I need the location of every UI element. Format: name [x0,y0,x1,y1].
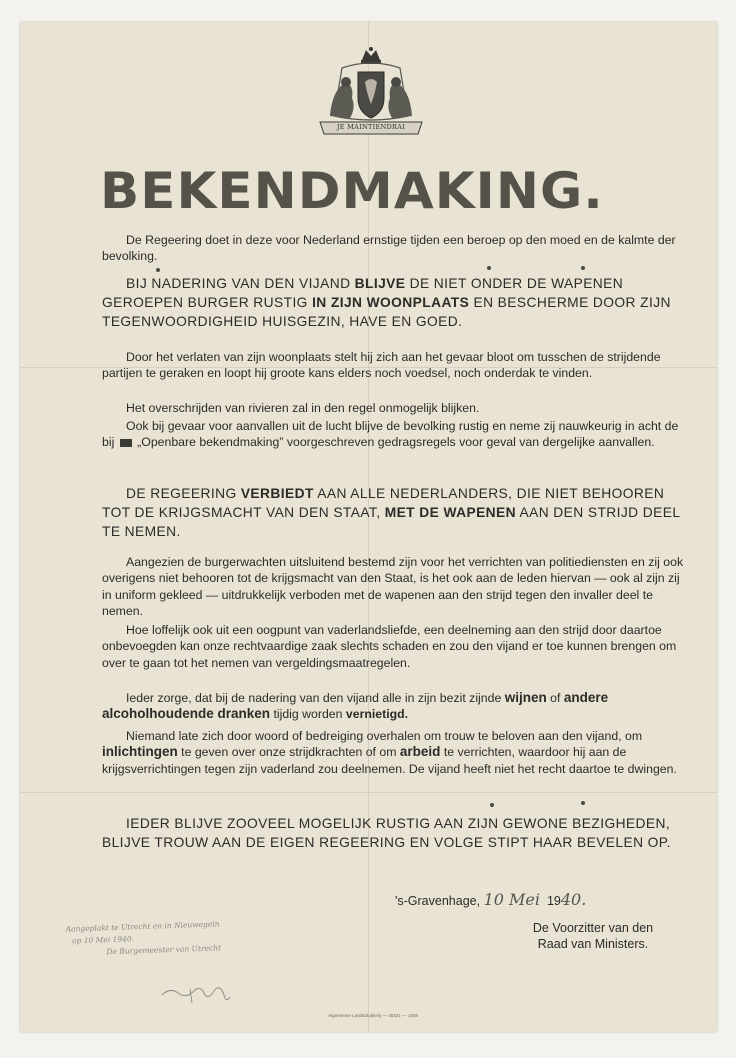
pencil-annotation [65,916,276,959]
section-prohibition [102,484,692,541]
page-title: BEKENDMAKING. [100,162,604,220]
pencil-line: Aangeplakt te Utrecht en in Nieuwegein [65,919,220,934]
prohibition-text: DE REGEERING [126,486,241,501]
alcohol-emphasis: vernietigd. [345,707,409,722]
paragraph-civil-guards: Aangezien de burgerwachten uitsluitend bestemd zijn voor het verrichten van politiediensten en zij ook overigens niet behooren tot de krijgsmacht van den Staat, is het ook aan de leden hiervan — ook al zijn zij in uniform gekleed — uitdrukkelijk verboden met de wapenen aan den strijd tegen den invaller deel te nemen. [102,555,684,619]
prohibition-text: AAN ALLE NEDERLANDERS, DIE NIET BEHOOREN TOT DE KRIJGSMACHT VAN DEN STAAT, [102,486,665,520]
alcohol-text: of [546,691,564,705]
coat-of-arms-motto: JE MAINTIENDRAI [336,123,406,131]
pin-hole [581,801,585,805]
prohibition-emphasis: MET DE WAPENEN [384,505,517,520]
pencil-signature [160,977,240,1007]
handwritten-date: 10 Mei [483,890,540,909]
handwritten-year: 40. [560,890,587,909]
paragraph-leaving-home: Door het verlaten van zijn woonplaats stelt hij zich aan het gevaar bloot om tusschen de strijdende partijen te geraken en loopt hij groote kans elders noch voedsel, noch onderdak te vinden. [102,350,661,381]
signer-line: De Voorzitter van den [532,921,654,935]
place-and-date [395,890,695,912]
pin-hole [156,268,160,272]
loyalty-emphasis: inlichtingen [102,744,178,760]
paragraph-rivers: Het overschrijden van rivieren zal in den regel onmogelijk blijken. [126,401,480,415]
air-raids-text: Ook bij gevaar voor aanvallen uit de lucht blijve de bevolking rustig en neme zij nauwkeurig in acht de bij [102,419,679,450]
intro-paragraph: De Regeering doet in deze voor Nederland ernstige tijden een beroep op den moed en de kalmte der bevolking. [102,233,676,264]
poster-sheet [20,22,717,1032]
place-label: 's-Gravenhage, [395,894,481,908]
redacted-block [120,439,132,447]
paragraph-alcohol [102,690,692,723]
section-stay-home-text: BIJ NADERING VAN DEN VIJAND [126,276,355,291]
fold-line-horizontal-bottom [20,792,717,793]
alcohol-emphasis: wijnen [504,690,547,705]
alcohol-text: Ieder zorge, dat bij de nadering van den vijand alle in zijn bezit zijnde [126,691,505,705]
air-raids-text: „Openbare bekendmaking” voorgeschreven gedragsregels voor geval van dergelijke aanvallen. [137,435,655,450]
alcohol-text: tijdig worden [270,707,346,722]
pin-hole [487,266,491,270]
year-prefix: 19 [546,894,561,908]
section-stay-home [102,274,692,331]
paragraph-patriotism: Hoe loffelijk ook uit een oogpunt van vaderlandsliefde, een deelneming aan den strijd door daartoe onbevoegden kan onze rechtvaardige zaak slechts schaden en zou den vijand er toe kunnen brengen om over te gaan tot het nemen van vergeldingsmaatregelen. [102,623,677,670]
printer-mark: Algemeene Landsdrukkerij — 40421 — 1939 [328,1013,418,1018]
pencil-line: De Burgemeester van Utrecht [106,943,222,957]
pencil-line: op 10 Mei 1940. [71,934,135,946]
alcohol-emphasis: andere alcoholhoudende dranken [102,690,609,722]
loyalty-emphasis: arbeid [399,744,441,760]
loyalty-text: te verrichten, waardoor hij aan de krijgsverrichtingen tegen zijn vaderland zou deelnemen. De vijand heeft niet het recht daartoe te dwingen. [102,745,677,776]
section-stay-home-text: DE NIET ONDER DE WAPENEN GEROEPEN BURGER RUSTIG [102,276,624,310]
section-stay-home-emphasis: BLIJVE [354,276,406,291]
section-stay-home-emphasis: IN ZIJN WOONPLAATS [312,295,470,310]
paragraph-loyalty [102,728,692,777]
loyalty-text: Niemand late zich door woord of bedreiging overhalen om trouw te beloven aan den vijand, om [126,729,643,743]
prohibition-text: AAN DEN STRIJD DEEL TE NEMEN. [102,505,680,539]
closing-statement: IEDER BLIJVE ZOOVEEL MOGELIJK RUSTIG AAN ZIJN GEWONE BEZIGHEDEN, BLIJVE TROUW AAN DE EIGEN REGEERING EN VOLGE STIPT HAAR BEVELEN OP. [102,816,671,850]
loyalty-text: te geven over onze strijdkrachten of om [177,745,400,760]
signer-block [508,920,678,952]
pin-hole [490,803,494,807]
signer-line: Raad van Ministers. [537,937,649,951]
paragraph-air-raids [102,418,692,451]
section-stay-home-text: EN BESCHERME DOOR ZIJN TEGENWOORDIGHEID HUISGEZIN, HAVE EN GOED. [102,295,671,329]
pin-hole [581,266,585,270]
prohibition-emphasis: VERBIEDT [240,486,314,501]
